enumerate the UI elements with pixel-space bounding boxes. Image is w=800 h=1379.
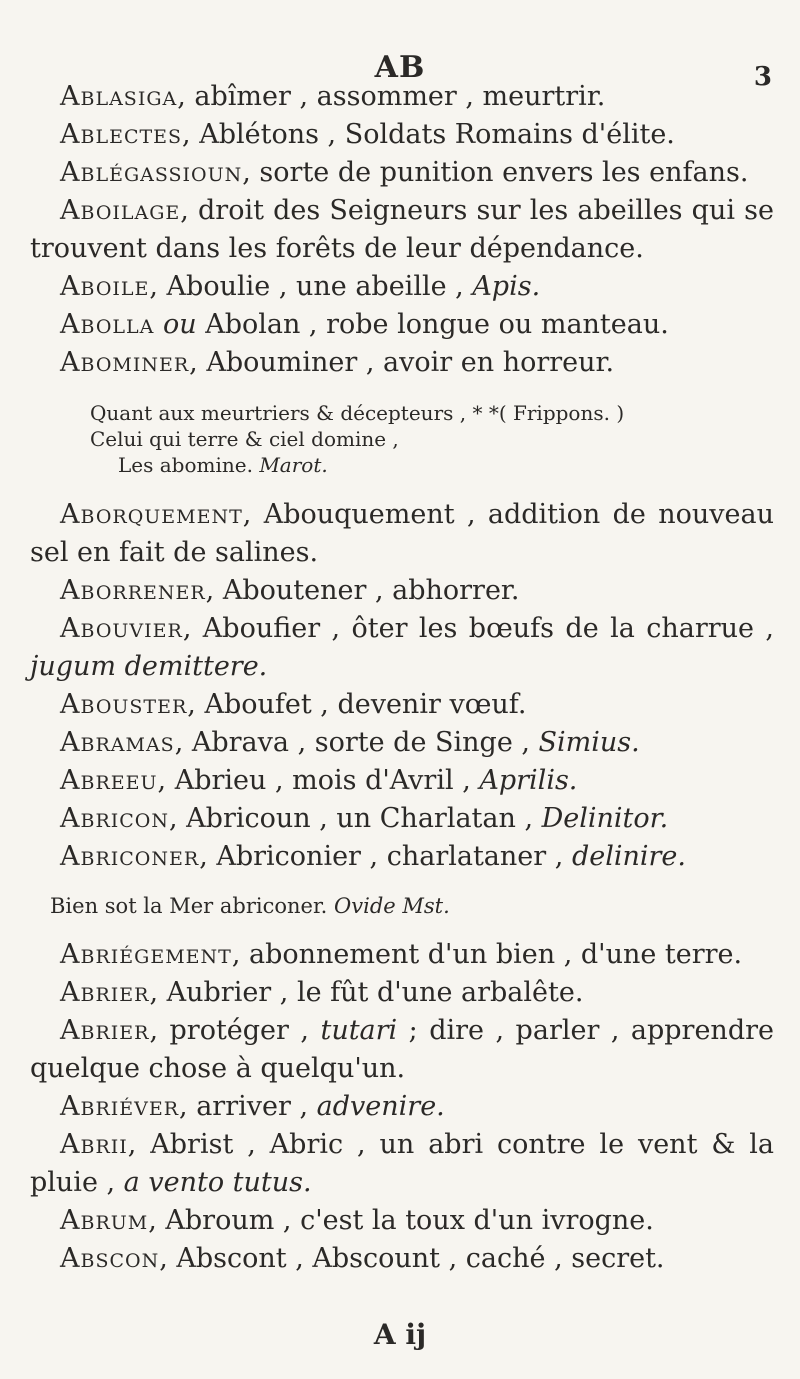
entry-ablasiga: Ablasiga, abîmer , assommer , meurtrir.	[60, 81, 606, 112]
entry-abriegement: Abriégement, abonnement d'un bien , d'une terre.	[60, 939, 743, 970]
entry-abouster: Abouster, Aboufet , devenir vœuf.	[60, 689, 527, 720]
entry-aboilage: Aboilage, droit des Seigneurs sur les abeilles qui se trouvent dans les forêts de leur dépendance.	[30, 195, 774, 264]
signature-mark: A ij	[373, 1318, 427, 1351]
entry-abrier-1: Abrier, Aubrier , le fût d'une arbalête.	[60, 977, 584, 1008]
page-corner-mark: 3	[753, 62, 772, 92]
entry-abriever: Abriéver, arriver , advenire.	[60, 1091, 445, 1122]
entry-abramas: Abramas, Abrava , sorte de Singe , Simius.	[60, 727, 640, 758]
entry-ablectes: Ablectes, Ablétons , Soldats Romains d'élite.	[60, 119, 675, 150]
entry-abreeu: Abreeu, Abrieu , mois d'Avril , Aprilis.	[60, 765, 578, 796]
entry-abscon: Abscon, Abscont , Abscount , caché , secret.	[60, 1243, 665, 1274]
quote-line-3: Les abomine. Marot.	[118, 453, 328, 477]
entry-abricon: Abricon, Abricoun , un Charlatan , Delinitor.	[60, 803, 669, 834]
entry-abrum: Abrum, Abroum , c'est la toux d'un ivrogne.	[60, 1205, 654, 1236]
entry-aborquement: Aborquement, Abouquement , addition de nouveau sel en fait de salines.	[30, 499, 774, 568]
quotation-marot	[30, 400, 774, 478]
entry-aborrener: Aborrener, Aboutener , abhorrer.	[60, 575, 520, 606]
entry-abrii: Abrii, Abrist , Abric , un abri contre le vent & la pluie , a vento tutus.	[30, 1129, 774, 1198]
entry-abolla: Abolla ou Abolan , robe longue ou manteau.	[60, 309, 669, 340]
entry-abriconer: Abriconer, Abriconier , charlataner , delinire.	[60, 841, 686, 872]
entry-aboile: Aboile, Aboulie , une abeille , Apis.	[60, 271, 541, 302]
running-head: AB	[374, 50, 426, 85]
quote-line-2: Celui qui terre & ciel domine ,	[90, 427, 399, 451]
entry-abrier-2: Abrier, protéger , tutari ; dire , parler , apprendre quelque chose à quelqu'un.	[30, 1015, 774, 1084]
entry-abouvier: Abouvier, Aboufier , ôter les bœufs de la charrue , jugum demittere.	[30, 613, 774, 682]
entry-ablegassioun: Ablégassioun, sorte de punition envers les enfans.	[60, 157, 749, 188]
entries-list	[30, 78, 774, 1278]
quote-line-1: Quant aux meurtriers & décepteurs , * *( Frippons. )	[90, 401, 625, 425]
entry-abominer: Abominer, Abouminer , avoir en horreur.	[60, 347, 615, 378]
quotation-ovide: Bien sot la Mer abriconer. Ovide Mst.	[50, 894, 450, 918]
